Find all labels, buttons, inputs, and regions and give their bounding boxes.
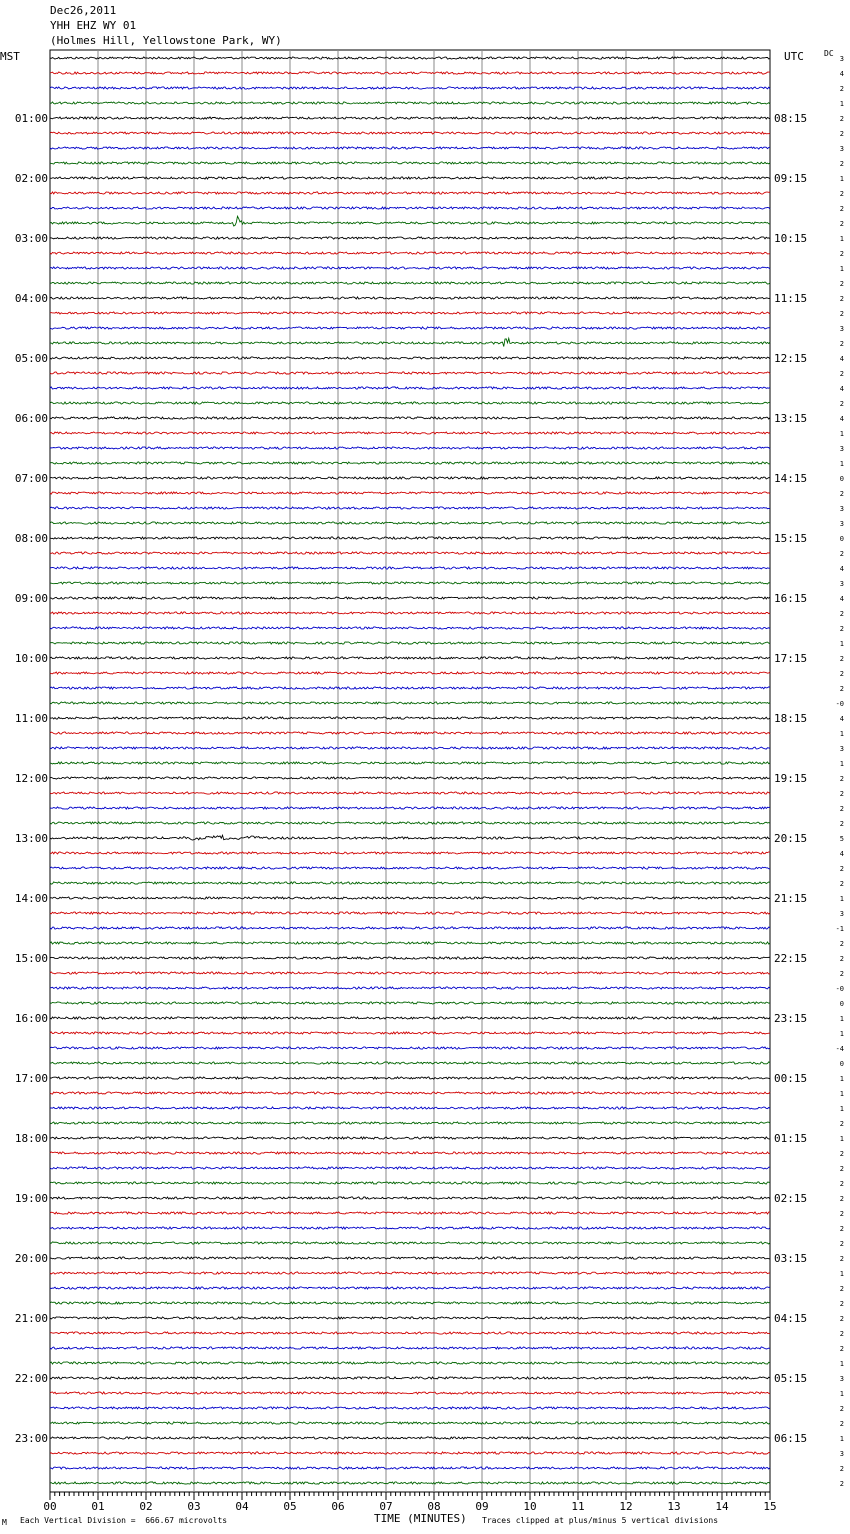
trace-row-5 bbox=[50, 117, 770, 119]
trace-row-57 bbox=[50, 897, 770, 899]
x-tick-label: 05 bbox=[283, 1500, 297, 1513]
trace-row-96 bbox=[50, 1482, 770, 1484]
dc-offset-value: 2 bbox=[839, 280, 844, 288]
dc-offset-value: 3 bbox=[839, 580, 844, 588]
utc-hour-label: 21:15 bbox=[774, 892, 808, 905]
dc-offset-value: 2 bbox=[839, 655, 844, 663]
utc-hour-label: 19:15 bbox=[774, 772, 808, 785]
utc-hour-label: 08:15 bbox=[774, 112, 808, 125]
trace-row-91 bbox=[50, 1407, 770, 1409]
trace-row-42 bbox=[50, 672, 770, 674]
trace-row-50 bbox=[50, 792, 770, 794]
mst-hour-label: 09:00 bbox=[14, 592, 48, 605]
dc-offset-value: 1 bbox=[839, 1390, 844, 1398]
utc-hour-label: 02:15 bbox=[774, 1192, 808, 1205]
dc-offset-value: 2 bbox=[839, 805, 844, 813]
trace-row-67 bbox=[50, 1047, 770, 1049]
trace-row-69 bbox=[50, 1077, 770, 1079]
utc-hour-label: 03:15 bbox=[774, 1252, 808, 1265]
dc-offset-value: 2 bbox=[839, 115, 844, 123]
dc-offset-value: 3 bbox=[839, 505, 844, 513]
trace-row-4 bbox=[50, 102, 770, 104]
dc-offset-value: 1 bbox=[839, 100, 844, 108]
mst-hour-label: 01:00 bbox=[14, 112, 48, 125]
x-tick-label: 12 bbox=[619, 1500, 633, 1513]
trace-row-74 bbox=[50, 1152, 770, 1154]
trace-row-79 bbox=[50, 1227, 770, 1229]
dc-offset-value: 3 bbox=[839, 1375, 844, 1383]
trace-row-68 bbox=[50, 1062, 770, 1064]
trace-row-66 bbox=[50, 1032, 770, 1034]
dc-offset-value: 4 bbox=[839, 850, 844, 858]
x-tick-label: 01 bbox=[91, 1500, 105, 1513]
clip-note: Traces clipped at plus/minus 5 vertical divisions bbox=[482, 1516, 719, 1525]
trace-row-25 bbox=[50, 417, 770, 419]
dc-offset-value: 1 bbox=[839, 640, 844, 648]
dc-offset-value: 3 bbox=[839, 325, 844, 333]
dc-offset-value: 2 bbox=[839, 220, 844, 228]
trace-row-18 bbox=[50, 312, 770, 314]
dc-offset-value: 1 bbox=[839, 1075, 844, 1083]
trace-row-9 bbox=[50, 177, 770, 179]
x-tick-label: 07 bbox=[379, 1500, 393, 1513]
dc-offset-value: 4 bbox=[839, 595, 844, 603]
dc-offset-value: 1 bbox=[839, 175, 844, 183]
trace-row-37 bbox=[50, 597, 770, 599]
trace-row-36 bbox=[50, 582, 770, 584]
trace-row-12 bbox=[50, 216, 770, 226]
trace-row-93 bbox=[50, 1437, 770, 1439]
dc-offset-value: 2 bbox=[839, 1330, 844, 1338]
mst-hour-label: 12:00 bbox=[14, 772, 48, 785]
trace-row-24 bbox=[50, 402, 770, 404]
dc-offset-value: 1 bbox=[839, 265, 844, 273]
x-tick-label: 15 bbox=[763, 1500, 777, 1513]
dc-offset-value: 1 bbox=[839, 1270, 844, 1278]
utc-hour-label: 17:15 bbox=[774, 652, 808, 665]
utc-hour-label: 11:15 bbox=[774, 292, 808, 305]
mst-hour-label: 17:00 bbox=[14, 1072, 48, 1085]
dc-offset-value: 2 bbox=[839, 1420, 844, 1428]
x-tick-label: 10 bbox=[523, 1500, 537, 1513]
trace-row-27 bbox=[50, 447, 770, 449]
dc-offset-value: 2 bbox=[839, 1300, 844, 1308]
trace-row-85 bbox=[50, 1317, 770, 1319]
dc-offset-value: 2 bbox=[839, 955, 844, 963]
trace-row-72 bbox=[50, 1122, 770, 1124]
x-tick-label: 11 bbox=[571, 1500, 585, 1513]
dc-offset-value: 4 bbox=[839, 385, 844, 393]
utc-hour-label: 09:15 bbox=[774, 172, 808, 185]
trace-row-78 bbox=[50, 1212, 770, 1214]
dc-offset-value: -1 bbox=[835, 925, 844, 933]
trace-row-88 bbox=[50, 1362, 770, 1364]
trace-row-7 bbox=[50, 147, 770, 149]
dc-offset-value: 2 bbox=[839, 1165, 844, 1173]
dc-offset-value: 1 bbox=[839, 1090, 844, 1098]
dc-offset-value: 2 bbox=[839, 190, 844, 198]
x-tick-label: 02 bbox=[139, 1500, 153, 1513]
x-tick-label: 13 bbox=[667, 1500, 681, 1513]
trace-row-84 bbox=[50, 1302, 770, 1304]
dc-offset-value: 1 bbox=[839, 460, 844, 468]
dc-offset-value: 2 bbox=[839, 1225, 844, 1233]
trace-row-94 bbox=[50, 1452, 770, 1454]
dc-offset-value: 2 bbox=[839, 1195, 844, 1203]
x-tick-label: 04 bbox=[235, 1500, 249, 1513]
dc-offset-value: 2 bbox=[839, 1180, 844, 1188]
dc-offset-value: 2 bbox=[839, 610, 844, 618]
trace-row-89 bbox=[50, 1377, 770, 1379]
dc-offset-value: 0 bbox=[839, 475, 844, 483]
corner-mark: M bbox=[2, 1518, 7, 1527]
trace-row-23 bbox=[50, 387, 770, 389]
x-tick-label: 08 bbox=[427, 1500, 441, 1513]
trace-row-38 bbox=[50, 612, 770, 614]
dc-offset-value: 3 bbox=[839, 1450, 844, 1458]
trace-row-15 bbox=[50, 267, 770, 269]
dc-offset-value: 4 bbox=[839, 355, 844, 363]
trace-row-45 bbox=[50, 717, 770, 719]
trace-row-53 bbox=[50, 835, 770, 840]
trace-row-52 bbox=[50, 822, 770, 824]
trace-row-58 bbox=[50, 912, 770, 914]
dc-offset-value: 3 bbox=[839, 445, 844, 453]
trace-row-73 bbox=[50, 1137, 770, 1139]
trace-row-64 bbox=[50, 1002, 770, 1004]
dc-offset-value: 2 bbox=[839, 775, 844, 783]
trace-row-31 bbox=[50, 507, 770, 509]
trace-row-47 bbox=[50, 747, 770, 749]
trace-row-6 bbox=[50, 132, 770, 134]
dc-offset-value: 2 bbox=[839, 1345, 844, 1353]
dc-offset-value: 1 bbox=[839, 895, 844, 903]
dc-offset-value: 2 bbox=[839, 1405, 844, 1413]
dc-offset-value: 2 bbox=[839, 250, 844, 258]
trace-row-80 bbox=[50, 1242, 770, 1244]
trace-row-86 bbox=[50, 1332, 770, 1334]
dc-offset-value: 2 bbox=[839, 400, 844, 408]
trace-row-65 bbox=[50, 1017, 770, 1019]
trace-row-34 bbox=[50, 552, 770, 554]
trace-row-71 bbox=[50, 1107, 770, 1109]
trace-row-28 bbox=[50, 462, 770, 464]
trace-row-76 bbox=[50, 1182, 770, 1184]
utc-hour-label: 06:15 bbox=[774, 1432, 808, 1445]
trace-row-26 bbox=[50, 432, 770, 434]
dc-offset-value: 3 bbox=[839, 145, 844, 153]
dc-offset-value: 4 bbox=[839, 715, 844, 723]
mst-hour-label: 19:00 bbox=[14, 1192, 48, 1205]
trace-row-75 bbox=[50, 1167, 770, 1169]
mst-hour-label: 13:00 bbox=[14, 832, 48, 845]
dc-offset-value: -4 bbox=[835, 1045, 844, 1053]
dc-offset-value: 2 bbox=[839, 865, 844, 873]
dc-offset-value: 2 bbox=[839, 130, 844, 138]
x-tick-label: 09 bbox=[475, 1500, 489, 1513]
dc-offset-value: 2 bbox=[839, 340, 844, 348]
dc-offset-value: 1 bbox=[839, 1435, 844, 1443]
trace-row-21 bbox=[50, 357, 770, 359]
trace-row-54 bbox=[50, 852, 770, 854]
dc-offset-value: 1 bbox=[839, 1360, 844, 1368]
mst-hour-label: 08:00 bbox=[14, 532, 48, 545]
mst-hour-label: 03:00 bbox=[14, 232, 48, 245]
utc-hour-label: 04:15 bbox=[774, 1312, 808, 1325]
plot-frame bbox=[50, 50, 770, 1492]
mst-hour-label: 05:00 bbox=[14, 352, 48, 365]
trace-row-48 bbox=[50, 762, 770, 764]
trace-row-81 bbox=[50, 1257, 770, 1259]
dc-offset-value: 1 bbox=[839, 1015, 844, 1023]
trace-row-39 bbox=[50, 627, 770, 629]
trace-row-33 bbox=[50, 537, 770, 539]
dc-offset-value: 0 bbox=[839, 1000, 844, 1008]
mst-hour-label: 07:00 bbox=[14, 472, 48, 485]
trace-row-43 bbox=[50, 687, 770, 689]
dc-offset-value: 0 bbox=[839, 1060, 844, 1068]
trace-row-20 bbox=[50, 338, 770, 346]
trace-row-17 bbox=[50, 297, 770, 299]
chart-date: Dec26,2011 bbox=[50, 4, 117, 17]
mst-hour-label: 16:00 bbox=[14, 1012, 48, 1025]
dc-offset-value: 2 bbox=[839, 1150, 844, 1158]
trace-row-63 bbox=[50, 987, 770, 989]
dc-offset-value: 2 bbox=[839, 1210, 844, 1218]
mst-hour-label: 04:00 bbox=[14, 292, 48, 305]
utc-hour-label: 14:15 bbox=[774, 472, 808, 485]
dc-offset-value: 2 bbox=[839, 1315, 844, 1323]
dc-offset-value: 4 bbox=[839, 415, 844, 423]
dc-offset-value: 2 bbox=[839, 790, 844, 798]
utc-axis-label: UTC bbox=[784, 50, 804, 63]
dc-offset-value: 2 bbox=[839, 880, 844, 888]
station-location: (Holmes Hill, Yellowstone Park, WY) bbox=[50, 34, 282, 47]
trace-row-19 bbox=[50, 327, 770, 329]
dc-offset-value: 2 bbox=[839, 1255, 844, 1263]
utc-hour-label: 00:15 bbox=[774, 1072, 808, 1085]
trace-row-14 bbox=[50, 252, 770, 254]
dc-offset-value: 2 bbox=[839, 1465, 844, 1473]
dc-offset-value: 2 bbox=[839, 670, 844, 678]
utc-hour-label: 16:15 bbox=[774, 592, 808, 605]
trace-row-82 bbox=[50, 1272, 770, 1274]
dc-offset-value: 2 bbox=[839, 310, 844, 318]
trace-row-61 bbox=[50, 957, 770, 959]
dc-offset-value: -0 bbox=[835, 700, 844, 708]
trace-row-10 bbox=[50, 192, 770, 194]
mst-hour-label: 02:00 bbox=[14, 172, 48, 185]
trace-row-11 bbox=[50, 207, 770, 209]
dc-offset-value: 1 bbox=[839, 730, 844, 738]
trace-row-90 bbox=[50, 1392, 770, 1394]
mst-hour-label: 20:00 bbox=[14, 1252, 48, 1265]
dc-offset-value: 4 bbox=[839, 565, 844, 573]
x-axis-title: TIME (MINUTES) bbox=[374, 1512, 467, 1525]
x-tick-label: 00 bbox=[43, 1500, 57, 1513]
dc-offset-value: 3 bbox=[839, 520, 844, 528]
mst-hour-label: 14:00 bbox=[14, 892, 48, 905]
dc-offset-value: 1 bbox=[839, 1030, 844, 1038]
trace-row-22 bbox=[50, 372, 770, 374]
utc-hour-label: 23:15 bbox=[774, 1012, 808, 1025]
trace-row-59 bbox=[50, 927, 770, 929]
dc-offset-value: 5 bbox=[839, 835, 844, 843]
mst-hour-label: 15:00 bbox=[14, 952, 48, 965]
trace-row-92 bbox=[50, 1422, 770, 1424]
mst-hour-label: 11:00 bbox=[14, 712, 48, 725]
utc-hour-label: 05:15 bbox=[774, 1372, 808, 1385]
dc-column-label: DC bbox=[824, 49, 834, 58]
x-tick-label: 14 bbox=[715, 1500, 729, 1513]
scale-note: Each Vertical Division = 666.67 microvolts bbox=[20, 1516, 228, 1525]
trace-row-8 bbox=[50, 162, 770, 164]
trace-row-13 bbox=[50, 237, 770, 239]
dc-offset-value: 1 bbox=[839, 760, 844, 768]
trace-row-2 bbox=[50, 72, 770, 74]
station-code: YHH EHZ WY 01 bbox=[50, 19, 137, 32]
trace-row-40 bbox=[50, 642, 770, 644]
dc-offset-value: 2 bbox=[839, 550, 844, 558]
utc-hour-label: 12:15 bbox=[774, 352, 808, 365]
trace-row-95 bbox=[50, 1467, 770, 1469]
dc-offset-value: 1 bbox=[839, 235, 844, 243]
dc-offset-value: 2 bbox=[839, 1120, 844, 1128]
trace-row-46 bbox=[50, 732, 770, 734]
trace-row-60 bbox=[50, 942, 770, 944]
dc-offset-value: 2 bbox=[839, 490, 844, 498]
utc-hour-label: 01:15 bbox=[774, 1132, 808, 1145]
trace-row-49 bbox=[50, 777, 770, 779]
mst-hour-label: 10:00 bbox=[14, 652, 48, 665]
trace-row-16 bbox=[50, 282, 770, 284]
trace-row-35 bbox=[50, 567, 770, 569]
trace-row-70 bbox=[50, 1092, 770, 1094]
utc-hour-label: 10:15 bbox=[774, 232, 808, 245]
dc-offset-value: 2 bbox=[839, 970, 844, 978]
dc-offset-value: 2 bbox=[839, 1480, 844, 1488]
dc-offset-value: 2 bbox=[839, 1285, 844, 1293]
x-tick-label: 06 bbox=[331, 1500, 345, 1513]
trace-row-3 bbox=[50, 87, 770, 89]
dc-offset-value: -0 bbox=[835, 985, 844, 993]
trace-row-41 bbox=[50, 657, 770, 659]
trace-row-44 bbox=[50, 702, 770, 704]
trace-row-29 bbox=[50, 477, 770, 479]
dc-offset-value: 4 bbox=[839, 70, 844, 78]
trace-row-30 bbox=[50, 492, 770, 494]
dc-offset-value: 2 bbox=[839, 205, 844, 213]
utc-hour-label: 18:15 bbox=[774, 712, 808, 725]
trace-row-87 bbox=[50, 1347, 770, 1349]
mst-hour-label: 22:00 bbox=[14, 1372, 48, 1385]
trace-row-51 bbox=[50, 807, 770, 809]
mst-hour-label: 06:00 bbox=[14, 412, 48, 425]
dc-offset-value: 2 bbox=[839, 940, 844, 948]
trace-row-62 bbox=[50, 972, 770, 974]
trace-row-1 bbox=[50, 57, 770, 59]
utc-hour-label: 20:15 bbox=[774, 832, 808, 845]
dc-offset-value: 2 bbox=[839, 1240, 844, 1248]
dc-offset-value: 3 bbox=[839, 55, 844, 63]
dc-offset-value: 1 bbox=[839, 430, 844, 438]
utc-hour-label: 15:15 bbox=[774, 532, 808, 545]
x-tick-label: 03 bbox=[187, 1500, 201, 1513]
trace-row-55 bbox=[50, 867, 770, 869]
dc-offset-value: 2 bbox=[839, 370, 844, 378]
trace-row-83 bbox=[50, 1287, 770, 1289]
mst-hour-label: 18:00 bbox=[14, 1132, 48, 1145]
utc-hour-label: 13:15 bbox=[774, 412, 808, 425]
dc-offset-value: 2 bbox=[839, 625, 844, 633]
dc-offset-value: 3 bbox=[839, 745, 844, 753]
trace-row-32 bbox=[50, 522, 770, 524]
dc-offset-value: 1 bbox=[839, 1105, 844, 1113]
dc-offset-value: 3 bbox=[839, 910, 844, 918]
dc-offset-value: 2 bbox=[839, 295, 844, 303]
utc-hour-label: 22:15 bbox=[774, 952, 808, 965]
dc-offset-value: 1 bbox=[839, 1135, 844, 1143]
trace-row-77 bbox=[50, 1197, 770, 1199]
dc-offset-value: 2 bbox=[839, 85, 844, 93]
dc-offset-value: 0 bbox=[839, 535, 844, 543]
mst-axis-label: MST bbox=[0, 50, 20, 63]
dc-offset-value: 2 bbox=[839, 820, 844, 828]
dc-offset-value: 2 bbox=[839, 160, 844, 168]
trace-row-56 bbox=[50, 882, 770, 884]
mst-hour-label: 23:00 bbox=[14, 1432, 48, 1445]
mst-hour-label: 21:00 bbox=[14, 1312, 48, 1325]
dc-offset-value: 2 bbox=[839, 685, 844, 693]
